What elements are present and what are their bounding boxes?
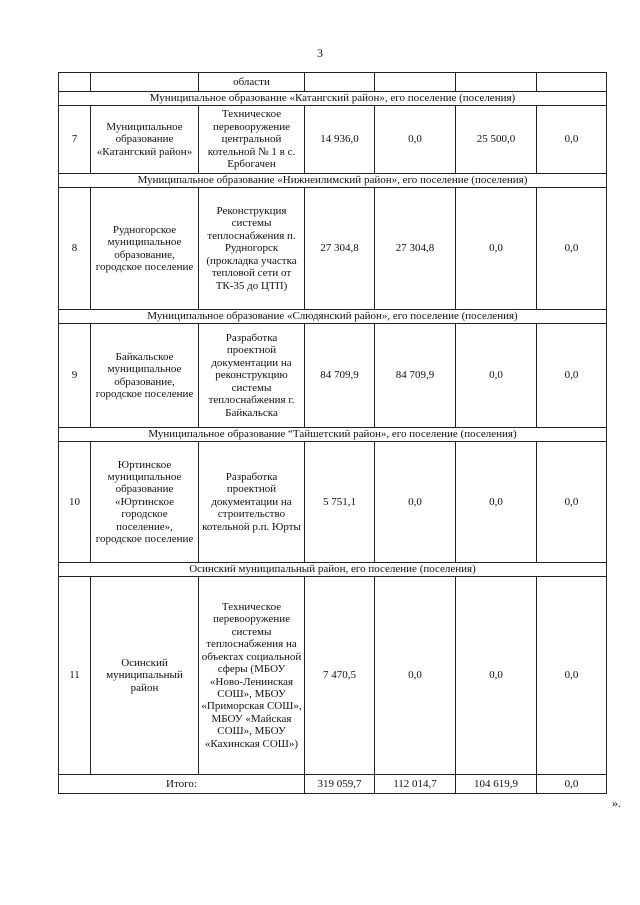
event-description: Техническое перевооружение системы теплоснабжения на объектах социальной сферы (МБОУ «Ново-Ленинская СОШ», МБОУ «Приморская СОШ», МБОУ «Майская СОШ», МБОУ «Кахинская СОШ»): [199, 577, 305, 775]
section-header: [59, 92, 607, 106]
municipality-name: Рудногорское муниципальное образование, городское поселение: [91, 188, 199, 310]
municipality-name: Муниципальное образование «Катангский район»: [91, 106, 199, 174]
row-number: 8: [59, 188, 91, 310]
amount-3: 0,0: [456, 577, 537, 775]
total-amount-2: 112 014,7: [375, 775, 456, 794]
amount-total: 5 751,1: [305, 442, 375, 563]
amount-4: 0,0: [537, 442, 607, 563]
total-label: Итого:: [59, 775, 305, 794]
cell-event: области: [199, 73, 305, 92]
amount-3: 0,0: [456, 188, 537, 310]
table-row: [59, 188, 607, 310]
cell-mo: [91, 73, 199, 92]
amount-total: 27 304,8: [305, 188, 375, 310]
amount-2: 0,0: [375, 106, 456, 174]
section-header: [59, 563, 607, 577]
row-number: 9: [59, 324, 91, 428]
table-row: [59, 106, 607, 174]
amount-total: 84 709,9: [305, 324, 375, 428]
section-header: [59, 310, 607, 324]
total-amount-3: 104 619,9: [456, 775, 537, 794]
municipality-name: Осинский муниципальный район: [91, 577, 199, 775]
amount-total: 7 470,5: [305, 577, 375, 775]
row-number: 7: [59, 106, 91, 174]
closing-quote-mark: ».: [612, 796, 621, 810]
funding-table: [58, 72, 607, 794]
amount-3: 0,0: [456, 324, 537, 428]
total-row: [59, 775, 607, 794]
amount-4: 0,0: [537, 577, 607, 775]
section-title: Муниципальное образование «Катангский район», его поселение (поселения): [59, 92, 607, 106]
continued-row: [59, 73, 607, 92]
section-title: Муниципальное образование «Слюдянский район», его поселение (поселения): [59, 310, 607, 324]
event-description: Разработка проектной документации на реконструкцию системы теплоснабжения г. Байкальска: [199, 324, 305, 428]
table-row: [59, 324, 607, 428]
amount-4: 0,0: [537, 106, 607, 174]
amount-4: 0,0: [537, 188, 607, 310]
event-description: Реконструкция системы теплоснабжения п. Рудногорск (прокладка участка тепловой сети от ТК-35 до ЦТП): [199, 188, 305, 310]
amount-2: 84 709,9: [375, 324, 456, 428]
row-number: 11: [59, 577, 91, 775]
row-number: 10: [59, 442, 91, 563]
amount-4: 0,0: [537, 324, 607, 428]
event-description: Техническое перевооружение центральной котельной № 1 в с. Ербогачен: [199, 106, 305, 174]
amount-total: 14 936,0: [305, 106, 375, 174]
amount-2: 0,0: [375, 577, 456, 775]
amount-3: 0,0: [456, 442, 537, 563]
cell-num: [59, 73, 91, 92]
municipality-name: Юртинское муниципальное образование «Юртинское городское поселение», городское поселение: [91, 442, 199, 563]
section-header: [59, 428, 607, 442]
municipality-name: Байкальское муниципальное образование, городское поселение: [91, 324, 199, 428]
amount-3: 25 500,0: [456, 106, 537, 174]
amount-2: 27 304,8: [375, 188, 456, 310]
total-amount-4: 0,0: [537, 775, 607, 794]
table-row: [59, 577, 607, 775]
amount-2: 0,0: [375, 442, 456, 563]
section-title: Осинский муниципальный район, его поселение (поселения): [59, 563, 607, 577]
total-amount-total: 319 059,7: [305, 775, 375, 794]
page-number: 3: [317, 46, 323, 60]
section-title: Муниципальное образование “Тайшетский район», его поселение (поселения): [59, 428, 607, 442]
event-description: Разработка проектной документации на строительство котельной р.п. Юрты: [199, 442, 305, 563]
section-header: [59, 174, 607, 188]
section-title: Муниципальное образование «Нижнеилимский район», его поселение (поселения): [59, 174, 607, 188]
table-row: [59, 442, 607, 563]
